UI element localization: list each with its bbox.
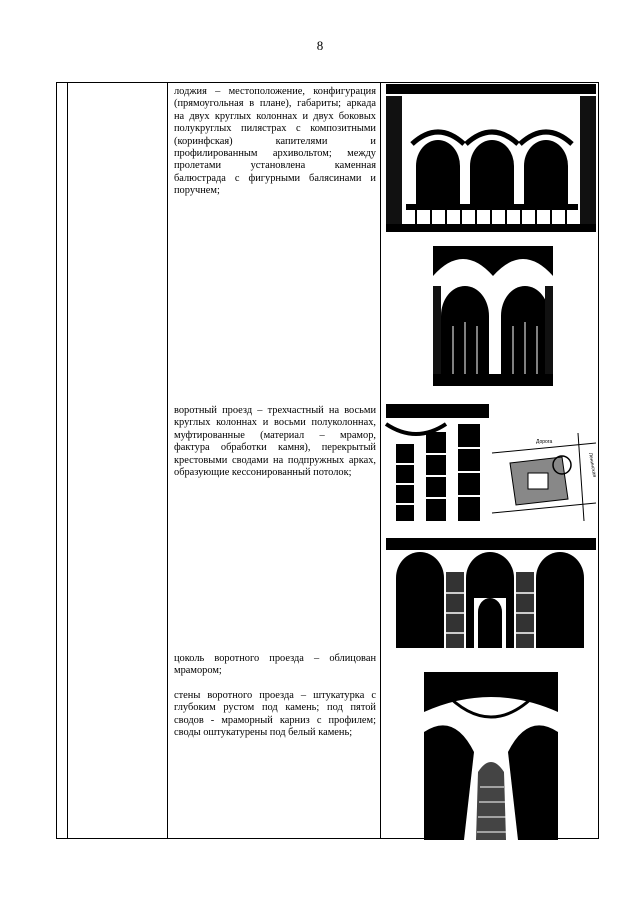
plinth-description: цоколь воротного проезда – облицован мрамором; (174, 653, 376, 677)
column-divider-3 (380, 83, 381, 838)
loggia-description: лоджия – местоположение, конфигурация (прямоугольная в плане), габариты; аркада на двух круглых колоннах и двух боковых полукруглых пилястрах с композитными (коринфская) капителями и профилированным архивольтом; между пролетами установлена каменная балюстрада с фигурными балясинами и поручнем; (174, 86, 376, 197)
map-street-side: Ленинская (587, 452, 598, 478)
page-number: 8 (316, 38, 324, 53)
walls-description: стены воротного проезда – штукатурка с глубоким рустом под камень; под пятой сводов - мраморный карниз с профилем; своды оштукатурены под белый камень; (174, 690, 376, 739)
gateway-description: воротный проезд – трехчастный на восьми круглых колоннах и восьми полуколоннах, муфтированные (материал – мрамор, фактура обработки камня), перекрытый крестовыми сводами на подпружных арках, образующие кессонированный потолок; (174, 405, 376, 479)
column-divider-1 (67, 83, 68, 838)
gateway-photo-columns (386, 404, 489, 521)
gateway-photo-vaults (424, 672, 558, 840)
site-plan-map (492, 433, 596, 521)
map-street-top: Дорога (536, 439, 553, 445)
gateway-photo-arcade (386, 538, 596, 648)
loggia-photo-closeup (433, 246, 553, 386)
loggia-photo-facade (386, 84, 596, 232)
column-divider-2 (167, 83, 168, 838)
